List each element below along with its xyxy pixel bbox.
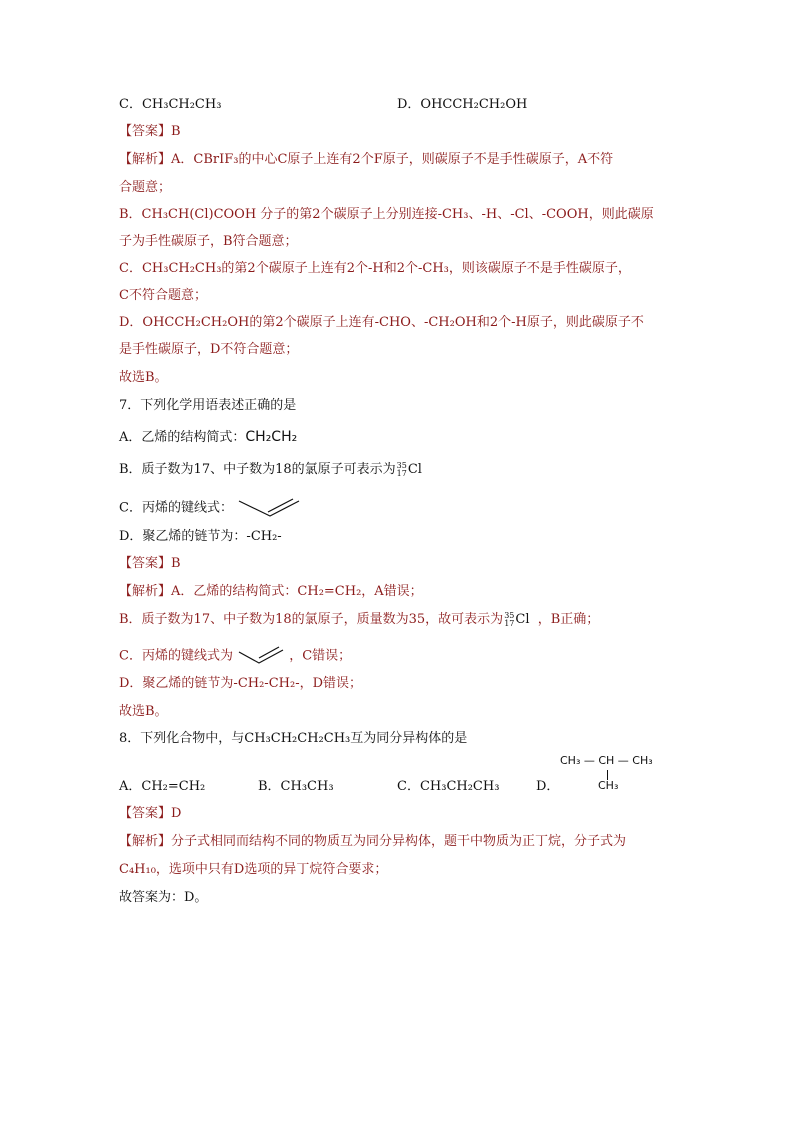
q7-stem: 7．下列化学用语表述正确的是: [119, 398, 297, 413]
q6-analysis-a: 【解析】A．CBrIF₃的中心C原子上连有2个F原子，则碳原子不是手性碳原子，A不符: [119, 152, 614, 167]
q7-answer: 【答案】B: [119, 556, 181, 571]
isotope-numbers-answer: 35 17: [504, 610, 515, 628]
q6-analysis-d-cont: 是手性碳原子，D不符合题意；: [119, 342, 299, 357]
q6-conclusion: 故选B。: [119, 370, 168, 385]
q7-conclusion: 故选B。: [119, 704, 168, 719]
q7-option-d: D．聚乙烯的链节为：-CH₂-: [119, 529, 282, 544]
propene-skeletal-wrong-icon: [237, 497, 301, 519]
q6-answer: 【答案】B: [119, 124, 181, 139]
q8-option-a: A．CH₂=CH₂: [119, 779, 206, 794]
q7-analysis-a: 【解析】A．乙烯的结构简式：CH₂=CH₂，A错误；: [119, 584, 423, 599]
q7-analysis-c: C．丙烯的键线式为 ，C错误；: [119, 646, 351, 666]
propene-skeletal-icon: [237, 646, 285, 666]
q8-analysis-cont: C₄H₁₀，选项中只有D选项的异丁烷符合要求；: [119, 862, 388, 877]
q6-option-d: D．OHCCH₂CH₂OH: [397, 97, 528, 112]
q6-analysis-b-cont: 子为手性碳原子，B符合题意；: [119, 234, 298, 249]
q6-analysis-d: D．OHCCH₂CH₂OH的第2个碳原子上连有-CHO、-CH₂OH和2个-H原子，则此碳原子不: [119, 315, 644, 330]
q8-analysis: 【解析】分子式相同而结构不同的物质互为同分异构体，题干中物质为正丁烷，分子式为: [119, 834, 627, 849]
isobutane-main-chain: CH₃ — CH — CH₃: [560, 754, 653, 767]
isobutane-branch: CH₃: [598, 779, 619, 792]
ethylene-formula-image: CH₂CH₂: [245, 429, 298, 445]
q7-option-c: C．丙烯的键线式：: [119, 497, 301, 519]
isobutane-structure: [560, 754, 653, 792]
q8-option-b: B．CH₃CH₃: [258, 779, 334, 794]
q6-analysis-c: C．CH₃CH₂CH₃的第2个碳原子上连有2个-H和2个-CH₃，则该碳原子不是手性碳原子，: [119, 261, 631, 276]
q8-stem: 8．下列化合物中，与CH₃CH₂CH₂CH₃互为同分异构体的是: [119, 731, 468, 746]
q6-analysis-a-cont: 合题意；: [119, 180, 172, 195]
q7-analysis-b: B．质子数为17、中子数为18的氯原子，质量数为35，故可表示为 35 17 Cl ，B正确；: [119, 610, 600, 628]
q6-analysis-c-cont: C不符合题意；: [119, 288, 207, 303]
q6-option-c: C．CH₃CH₂CH₃: [119, 97, 222, 112]
q6-analysis-b: B．CH₃CH(Cl)COOH 分子的第2个碳原子上分别连接-CH₃、-H、-Cl、-COOH，则此碳原: [119, 207, 654, 222]
q8-option-d: D．: [536, 779, 560, 794]
q8-conclusion: 故答案为：D。: [119, 890, 208, 905]
q7-option-a: A．乙烯的结构简式：CH₂CH₂: [119, 429, 298, 445]
isotope-numbers: 35 17: [396, 460, 407, 478]
q7-option-b: B．质子数为17、中子数为18的氯原子可表示为 35 17 Cl: [119, 460, 422, 478]
q8-option-c: C．CH₃CH₂CH₃: [397, 779, 500, 794]
q7-analysis-d: D．聚乙烯的链节为-CH₂-CH₂-，D错误；: [119, 676, 363, 691]
q8-answer: 【答案】D: [119, 806, 182, 821]
